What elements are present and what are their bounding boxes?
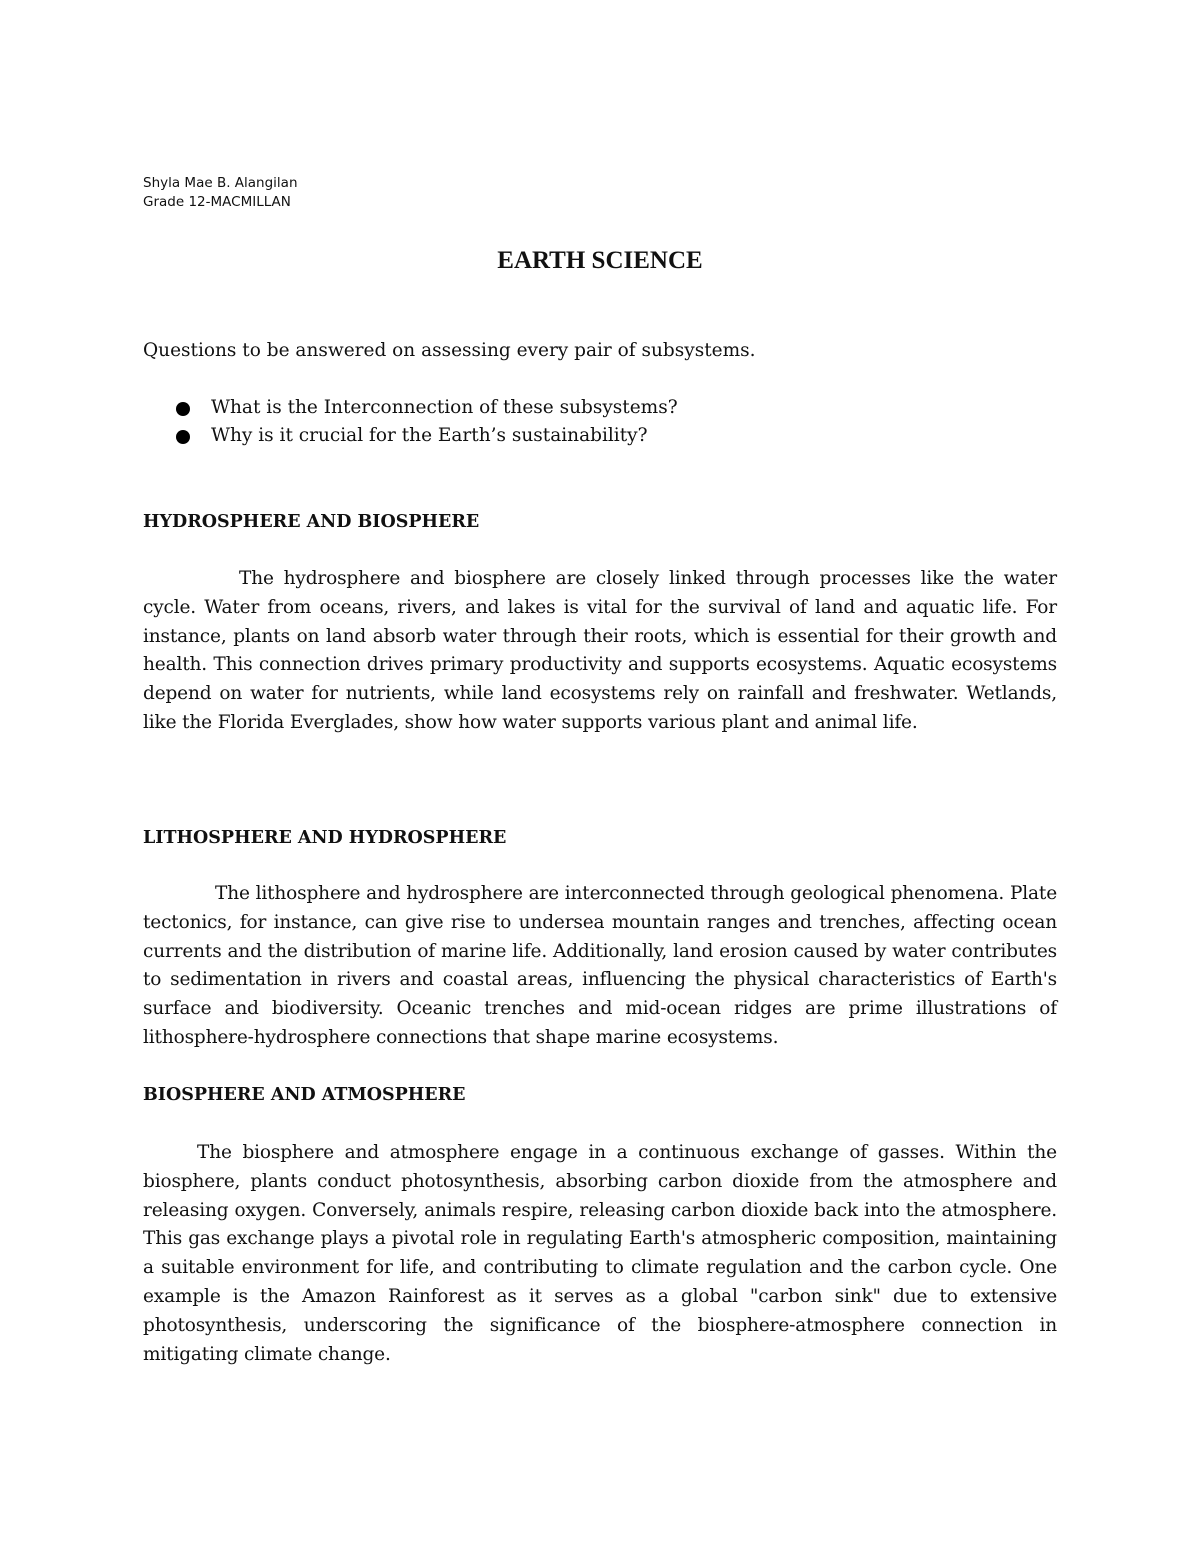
question-text: Why is it crucial for the Earth’s sustainability? <box>211 425 648 446</box>
student-grade: Grade 12-MACMILLAN <box>143 194 291 210</box>
question-text: What is the Interconnection of these subsystems? <box>211 397 678 418</box>
list-item <box>170 422 678 450</box>
section-heading-lithosphere-hydrosphere: LITHOSPHERE AND HYDROSPHERE <box>143 828 507 848</box>
student-header <box>143 174 298 212</box>
section-paragraph-hydrosphere-biosphere: The hydrosphere and biosphere are closely linked through processes like the water cycle. Water from oceans, rivers, and lakes is vital for the survival of land and aquatic life. For instance, plants on land absorb water through their roots, which is essential for their growth and health. This connection drives primary productivity and supports ecosystems. Aquatic ecosystems depend on water for nutrients, while land ecosystems rely on rainfall and freshwater. Wetlands, like the Florida Everglades, show how water supports various plant and animal life. <box>143 568 1057 733</box>
section-heading-hydrosphere-biosphere: HYDROSPHERE AND BIOSPHERE <box>143 512 480 532</box>
bullet-icon <box>176 430 190 444</box>
page-title: EARTH SCIENCE <box>497 247 703 274</box>
section-paragraph-biosphere-atmosphere: The biosphere and atmosphere engage in a continuous exchange of gasses. Within the biosphere, plants conduct photosynthesis, absorbing carbon dioxide from the atmosphere and releasing oxygen. Conversely, animals respire, releasing carbon dioxide back into the atmosphere. This gas exchange plays a pivotal role in regulating Earth's atmospheric composition, maintaining a suitable environment for life, and contributing to climate regulation and the carbon cycle. One example is the Amazon Rainforest as it serves as a global "carbon sink" due to extensive photosynthesis, underscoring the significance of the biosphere-atmosphere connection in mitigating climate change. <box>143 1142 1057 1365</box>
section-paragraph-lithosphere-hydrosphere: The lithosphere and hydrosphere are interconnected through geological phenomena. Plate tectonics, for instance, can give rise to undersea mountain ranges and trenches, affecting ocean currents and the distribution of marine life. Additionally, land erosion caused by water contributes to sedimentation in rivers and coastal areas, influencing the physical characteristics of Earth's surface and biodiversity. Oceanic trenches and mid-ocean ridges are prime illustrations of lithosphere-hydrosphere connections that shape marine ecosystems. <box>143 883 1057 1048</box>
question-list <box>170 394 678 450</box>
section-heading-biosphere-atmosphere: BIOSPHERE AND ATMOSPHERE <box>143 1085 466 1105</box>
intro-text: Questions to be answered on assessing every pair of subsystems. <box>143 340 756 361</box>
student-name: Shyla Mae B. Alangilan <box>143 175 298 191</box>
list-item <box>170 394 678 422</box>
bullet-icon <box>176 402 190 416</box>
